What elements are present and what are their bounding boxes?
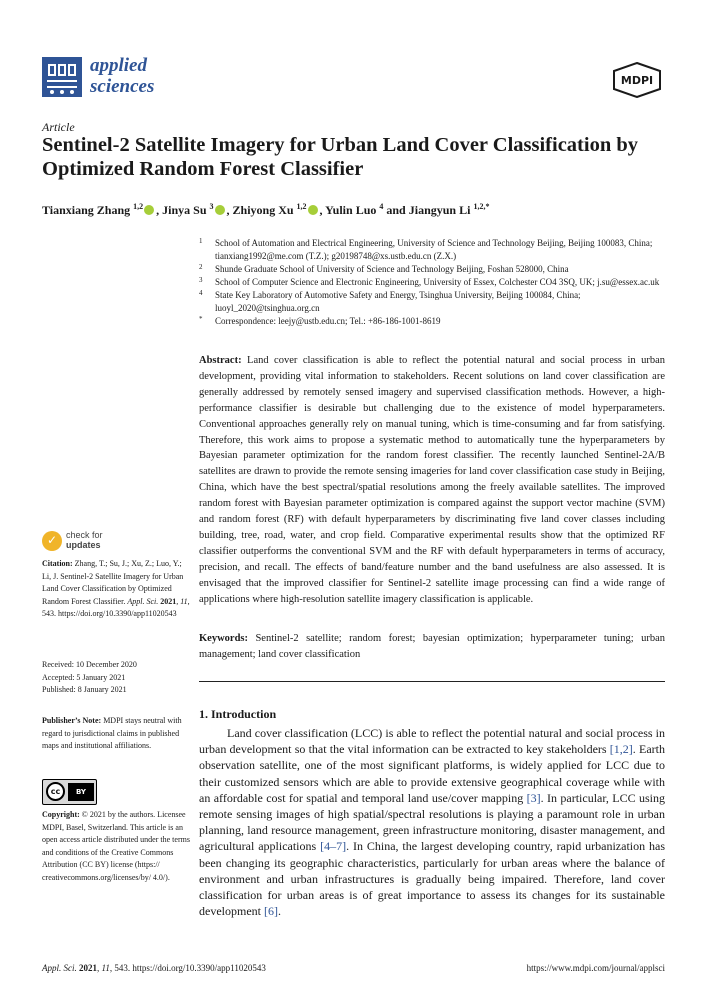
- publisher-note: Publisher’s Note: MDPI stays neutral with regard to jurisdictional claims in published maps and institutional affiliations.: [42, 716, 182, 750]
- orcid-icon[interactable]: [144, 205, 154, 215]
- footer-citation: Appl. Sci. 2021, 11, 543. https://doi.org/10.3390/app11020543: [42, 963, 266, 973]
- cc-by-license-icon[interactable]: cc BY: [42, 779, 97, 805]
- affiliation-item: 4 State Key Laboratory of Automotive Safety and Energy, Tsinghua University, Beijing 100084, China; luoyl_2020@tsinghua.org.cn: [199, 289, 581, 313]
- published-date: Published: 8 January 2021: [42, 685, 127, 694]
- check-for-updates-button[interactable]: ✓ check for updates: [42, 530, 162, 554]
- intro-paragraph: Land cover classification (LCC) is able to reflect the potential natural and social process in urban development so that the vital information can be extracted to key stakeholders [1,2]. Earth observation satellite, one of the most significant platforms, is widely applied for LCC due to their customized sensors which are able to provide extensive geographical coverage while with an affordable cost for spatial and temporal land use/cover mapping [3]. In particular, LCC using remote sensing images of high spatial/spectral resolutions is playing a paramount role in urban planning, land resource management, green infrastructure monitoring, disaster management, and agricultural applications [4–7]. In China, the largest developing country, rapid urbanization has been changing its geographic characteristics, particularly for urban areas where the balance of environment and urban infrastructures is gradually being impaired. Therefore, land cover classification for urban areas is of great importance to assess its changes for its sustainable development [6].: [199, 726, 665, 919]
- affiliation-item: 2 Shunde Graduate School of University of Science and Technology Beijing, Foshan 528000, China: [199, 263, 569, 274]
- copyright-block: Copyright: © 2021 by the authors. Licensee MDPI, Basel, Switzerland. This article is an open access article distributed under the terms and conditions of the Creative Commons Attribution (CC BY) license (https:// creativecommons.org/licenses/by/ 4.0/).: [42, 810, 190, 882]
- abstract: Abstract: Land cover classification is able to reflect the potential natural and social process in urban development, providing vital information to stakeholders. Recent solutions on land cover classification are generally addressed by remotely sensed imagery and supervised classification methods. However, a high-performance classifier is desirable but challenging due to the existence of model hyperparameters. Conventional approaches generally rely on manual tuning, which is time-consuming and far from satisfying. Therefore, this work aims to propose a systematic method to automatically tune the hyperparameters by Bayesian parameter optimization for the random forest classifier. The recently launched Sentinel-2A/B satellites are drawn to provide the remote sensing imageries for land cover classification case study in Beijing, China, which have the best spectral/spatial resolutions among the freely available satellites. The improved random forest with Bayesian parameter optimization is compared against the support vector machine (SVM) and random forest (RF) with default hyperparameters by discriminating five land cover classes including building, tree, road, water, and crop field. Comparative experimental results show that the optimized RF classifier outperforms the conventional SVM and the RF with default hyperparameters in terms of accuracy, precision, and recall. The effects of band/feature number and the band usefulness are also assessed. It is envisaged that the improved classifier for Sentinel-2 satellite image processing can find a wide range of applications where high-resolution satellite imagery classification is applicable.: [199, 355, 665, 605]
- citation-link[interactable]: [3]: [526, 790, 541, 805]
- received-date: Received: 10 December 2020: [42, 660, 137, 669]
- author-name: Yulin Luo: [325, 203, 377, 217]
- author-affil: 1,2,*: [473, 202, 490, 211]
- citation-block: Citation: Zhang, T.; Su, J.; Xu, Z.; Luo, Y.; Li, J. Sentinel-2 Satellite Imagery for Urban Land Cover Classification by Optimized Random Forest Classifier. Appl. Sci. 2021, 11, 543. https://doi.org/10.3390/app11020543: [42, 559, 190, 618]
- citation-link[interactable]: [6]: [263, 904, 278, 919]
- author-list: Tianxiang Zhang $^{1,2}$ , Jinya Su $^3$ , Zhiyong Xu $^{1,2}$ , Yulin Luo $^4$ and Jiangyun Li $^{1,2,*}$: [42, 202, 490, 217]
- author-affil: 1,2: [296, 202, 307, 211]
- author-name: Zhiyong Xu: [232, 203, 294, 217]
- journal-url-link[interactable]: https://www.mdpi.com/journal/applsci: [526, 963, 665, 973]
- accepted-date: Accepted: 5 January 2021: [42, 672, 126, 682]
- article-type: Article: [42, 120, 75, 134]
- paper-title: Sentinel-2 Satellite Imagery for Urban Land Cover Classification by Optimized Random Forest Classifier: [42, 134, 639, 180]
- keywords: Keywords: Sentinel-2 satellite; random forest; bayesian optimization; hyperparameter tuning; urban management; land cover classification: [199, 633, 666, 660]
- journal-name: applied sciences: [90, 55, 155, 97]
- orcid-icon[interactable]: [308, 205, 318, 215]
- author-name: Tianxiang Zhang: [42, 203, 131, 217]
- author-affil: 3: [209, 202, 214, 211]
- publication-dates: [42, 659, 190, 697]
- author-affil: 4: [379, 202, 384, 211]
- correspondence-item: * Correspondence: leejy@ustb.edu.cn; Tel.: +86-186-1001-8619: [199, 315, 441, 326]
- citation-link[interactable]: [4–7]: [320, 839, 347, 854]
- journal-logo-icon: [42, 57, 82, 97]
- affiliation-list: [197, 237, 667, 328]
- affiliation-item: 3 School of Computer Science and Electronic Engineering, University of Essex, Colchester CO4 3SQ, UK; j.su@essex.ac.uk: [199, 276, 660, 287]
- section-divider: [199, 681, 665, 682]
- author-name: Jinya Su: [162, 203, 207, 217]
- author-name: Jiangyun Li: [408, 203, 471, 217]
- section-heading: 1. Introduction: [199, 707, 277, 721]
- publisher-name: MDPI: [620, 74, 654, 87]
- orcid-icon[interactable]: [215, 205, 225, 215]
- mdpi-logo-icon: [612, 62, 662, 98]
- affiliation-item: 1 School of Automation and Electrical Engineering, University of Science and Technology Beijing, Beijing 100083, China; tianxiang1992@me.com (T.Z.); g20198748@xs.ustb.edu.cn (Z.X.): [199, 237, 653, 261]
- author-affil: 1,2: [133, 202, 144, 211]
- citation-link[interactable]: [1,2]: [609, 742, 633, 757]
- check-updates-icon: ✓: [42, 531, 62, 551]
